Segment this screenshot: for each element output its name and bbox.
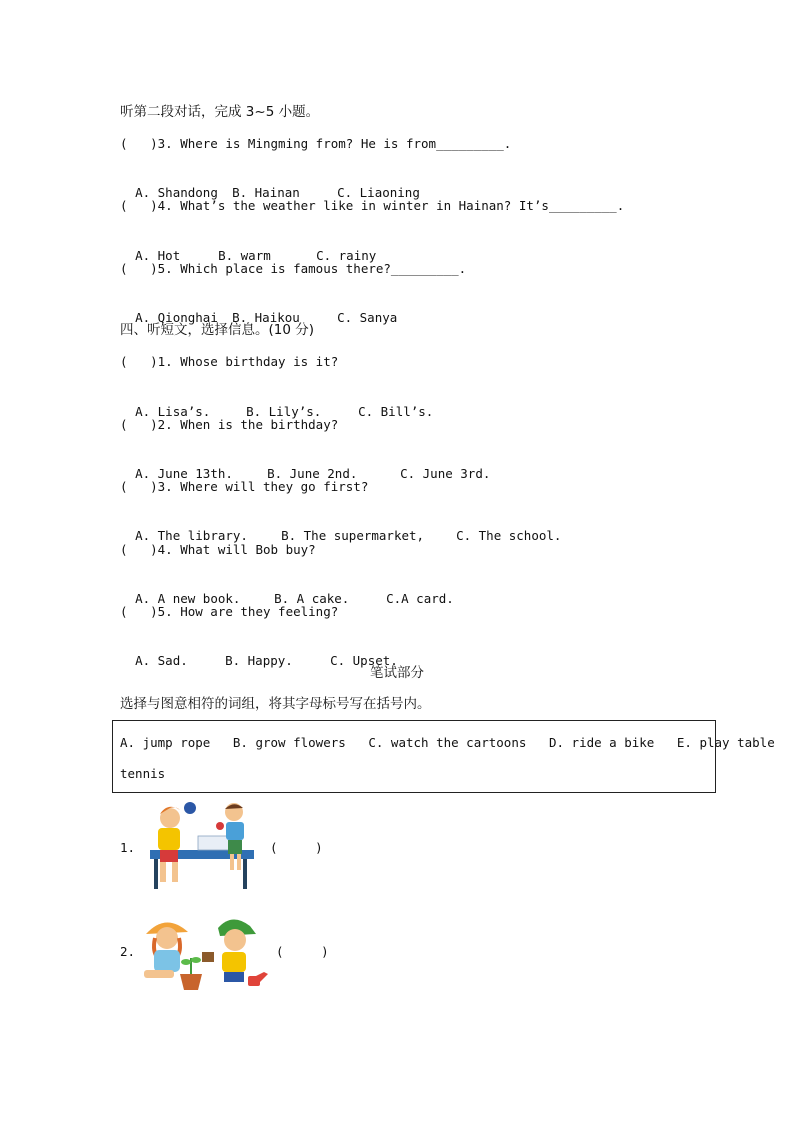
answer-paren-1[interactable]: ( ) <box>270 840 323 855</box>
picture-item-2-number: 2. <box>120 944 136 959</box>
option-a: A. Hot <box>135 248 181 263</box>
option-b: B. warm <box>218 248 271 263</box>
option-a: A. Sad. <box>135 653 188 668</box>
word-bank-line-2: tennis <box>120 766 166 781</box>
option-b: B. June 2nd. <box>267 466 358 481</box>
s3-question-3: ( )3. Where is Mingming from? He is from_________. <box>120 136 512 151</box>
s4-options-3 <box>120 509 561 545</box>
s4-question-1: ( )1. Whose birthday is it? <box>120 354 339 369</box>
option-c: C. The school. <box>456 528 562 543</box>
s3-question-4: ( )4. What’s the weather like in winter in Hainan? It’s_________. <box>120 198 625 213</box>
option-c: C.A card. <box>386 591 454 606</box>
word-bank-line-1: A. jump rope B. grow flowers C. watch the cartoons D. ride a bike E. play table <box>120 735 775 750</box>
option-c: C. rainy <box>316 248 377 263</box>
s4-question-3: ( )3. Where will they go first? <box>120 479 369 494</box>
option-b: B. Hainan <box>232 185 300 200</box>
option-b: B. The supermarket, <box>281 528 425 543</box>
s4-question-5: ( )5. How are they feeling? <box>120 604 339 619</box>
answer-paren-2[interactable]: ( ) <box>276 944 329 959</box>
s3-question-5: ( )5. Which place is famous there?_________. <box>120 261 467 276</box>
section3-title: 听第二段对话，完成 3~5 小题。 <box>120 104 320 120</box>
s4-question-2: ( )2. When is the birthday? <box>120 417 339 432</box>
written-section-title: 笔试部分 <box>370 665 424 681</box>
written-instruction: 选择与图意相符的词组，将其字母标号写在括号内。 <box>120 696 431 712</box>
option-b: B. Lily’s. <box>246 404 322 419</box>
s4-question-4: ( )4. What will Bob buy? <box>120 542 316 557</box>
option-a: A. Qionghai <box>135 310 218 325</box>
word-bank-box <box>112 720 775 793</box>
option-a: A. Lisa’s. <box>135 404 211 419</box>
option-a: A. The library. <box>135 528 248 543</box>
option-c: C. Liaoning <box>337 185 420 200</box>
option-c: C. Bill’s. <box>358 404 434 419</box>
option-c: C. June 3rd. <box>400 466 491 481</box>
option-a: A. A new book. <box>135 591 241 606</box>
option-c: C. Sanya <box>337 310 398 325</box>
picture-item-1-number: 1. <box>120 840 136 855</box>
option-a: A. Shandong <box>135 185 218 200</box>
table-tennis-kids-illustration <box>148 800 264 892</box>
option-c: C. Upset. <box>330 653 398 668</box>
option-b: B. A cake. <box>274 591 350 606</box>
option-b: B. Happy. <box>225 653 293 668</box>
option-b: B. Haikou <box>232 310 300 325</box>
kids-planting-flowers-illustration <box>140 912 272 992</box>
option-a: A. June 13th. <box>135 466 233 481</box>
section4-title: 四、听短文，选择信息。(10 分) <box>120 322 315 338</box>
